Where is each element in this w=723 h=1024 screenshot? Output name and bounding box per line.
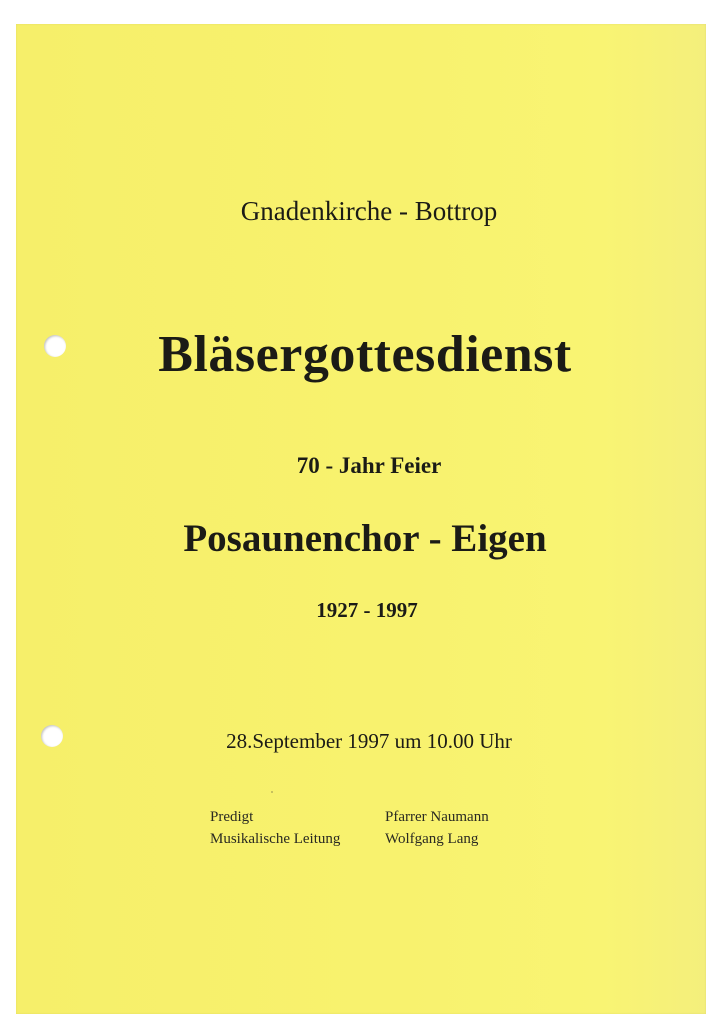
paper-speck [271, 791, 273, 793]
service-title: Bläsergottesdienst [158, 326, 572, 383]
service-date: 28.September 1997 um 10.00 Uhr [226, 729, 512, 753]
credit-row-music [210, 828, 530, 850]
anniversary-occasion: 70 - Jahr Feier [296, 453, 442, 478]
credit-row-sermon [210, 806, 530, 828]
credit-name: Pfarrer Naumann [385, 809, 489, 825]
credit-name: Wolfgang Lang [385, 831, 479, 847]
credit-role: Predigt [210, 809, 254, 825]
credits [210, 806, 530, 850]
church-name: Gnadenkirche - Bottrop [240, 196, 498, 226]
year-range: 1927 - 1997 [316, 598, 418, 622]
credit-role: Musikalische Leitung [210, 831, 341, 847]
choir-name: Posaunenchor - Eigen [183, 517, 547, 560]
